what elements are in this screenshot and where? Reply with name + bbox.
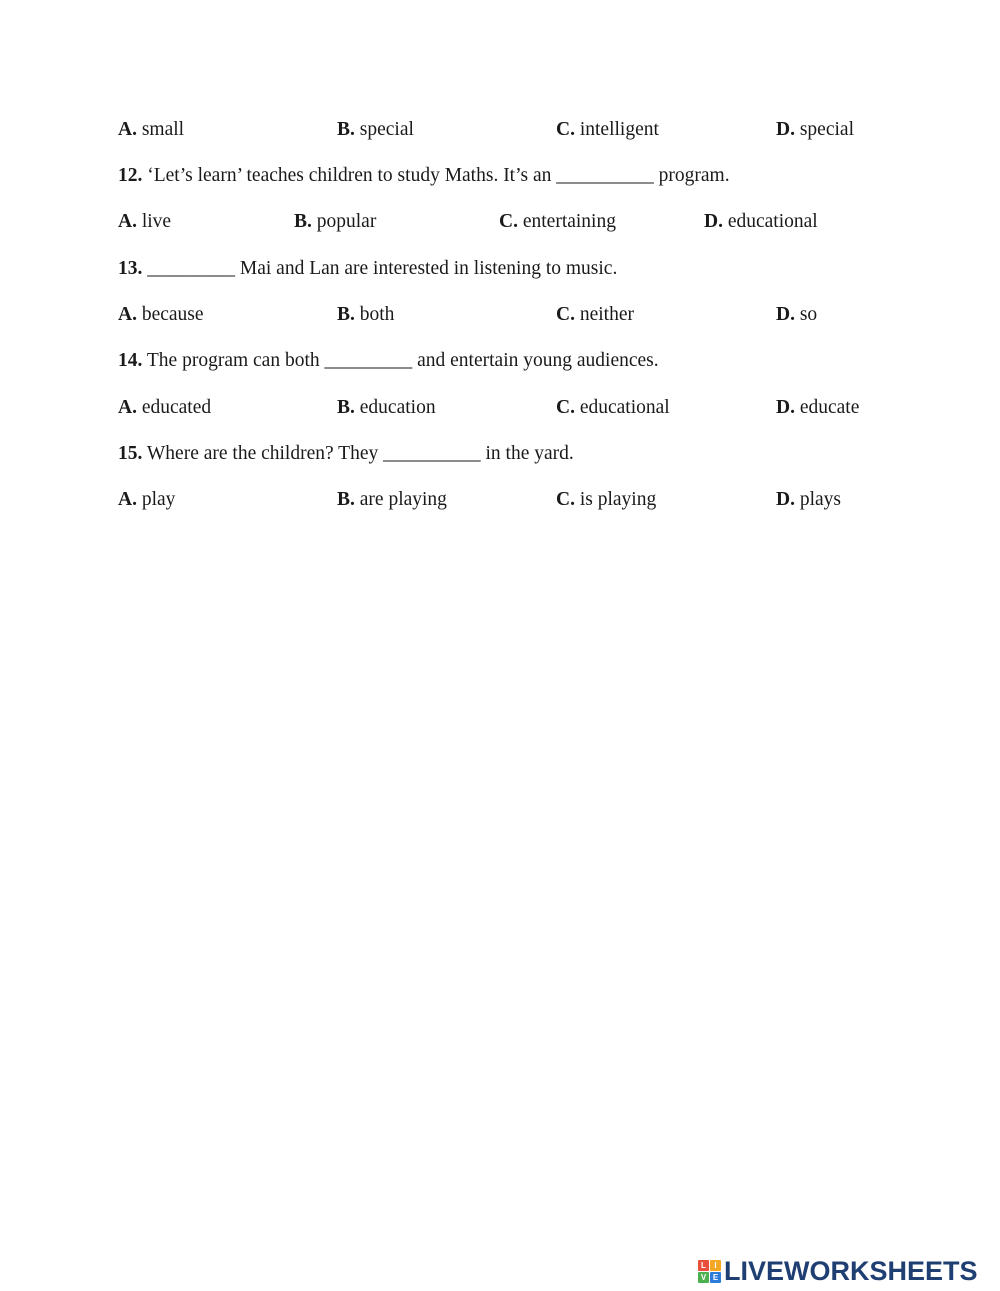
q13-option-a: A. because (118, 304, 204, 325)
q15-option-c: C. is playing (556, 489, 657, 510)
q13-option-c: C. neither (556, 304, 634, 325)
logo-tile-l: L (698, 1260, 709, 1271)
q13-option-d: D. so (776, 304, 818, 325)
liveworksheets-logo[interactable] (698, 1256, 978, 1286)
q12-option-d: D. educational (704, 211, 818, 232)
liveworksheets-logo-icon (698, 1260, 721, 1283)
q15-option-a: A. play (118, 489, 176, 510)
q14-option-a: A. educated (118, 397, 212, 418)
q14-option-d: D. educate (776, 397, 860, 418)
q15-option-d: D. plays (776, 489, 842, 510)
q15-option-b: B. are playing (337, 489, 447, 510)
q14-option-c: C. educational (556, 397, 670, 418)
q12-option-b: B. popular (294, 211, 377, 232)
logo-tile-v: V (698, 1272, 709, 1283)
q15-stem: 15. Where are the children? They __________ in the yard. (118, 443, 574, 464)
q13-option-b: B. both (337, 304, 395, 325)
q14-stem: 14. The program can both _________ and entertain young audiences. (118, 350, 659, 371)
logo-tile-e: E (710, 1272, 721, 1283)
q11-option-b: B. special (337, 119, 414, 140)
q12-option-a: A. live (118, 211, 172, 232)
q13-stem: 13. _________ Mai and Lan are interested in listening to music. (118, 258, 618, 279)
q11-option-a: A. small (118, 119, 185, 140)
q14-option-b: B. education (337, 397, 436, 418)
logo-tile-i: I (710, 1260, 721, 1271)
q12-option-c: C. entertaining (499, 211, 616, 232)
q12-stem: 12. ‘Let’s learn’ teaches children to study Maths. It’s an __________ program. (118, 165, 730, 186)
q11-option-d: D. special (776, 119, 854, 140)
q11-option-c: C. intelligent (556, 119, 659, 140)
liveworksheets-logo-text: LIVEWORKSHEETS (724, 1255, 978, 1286)
